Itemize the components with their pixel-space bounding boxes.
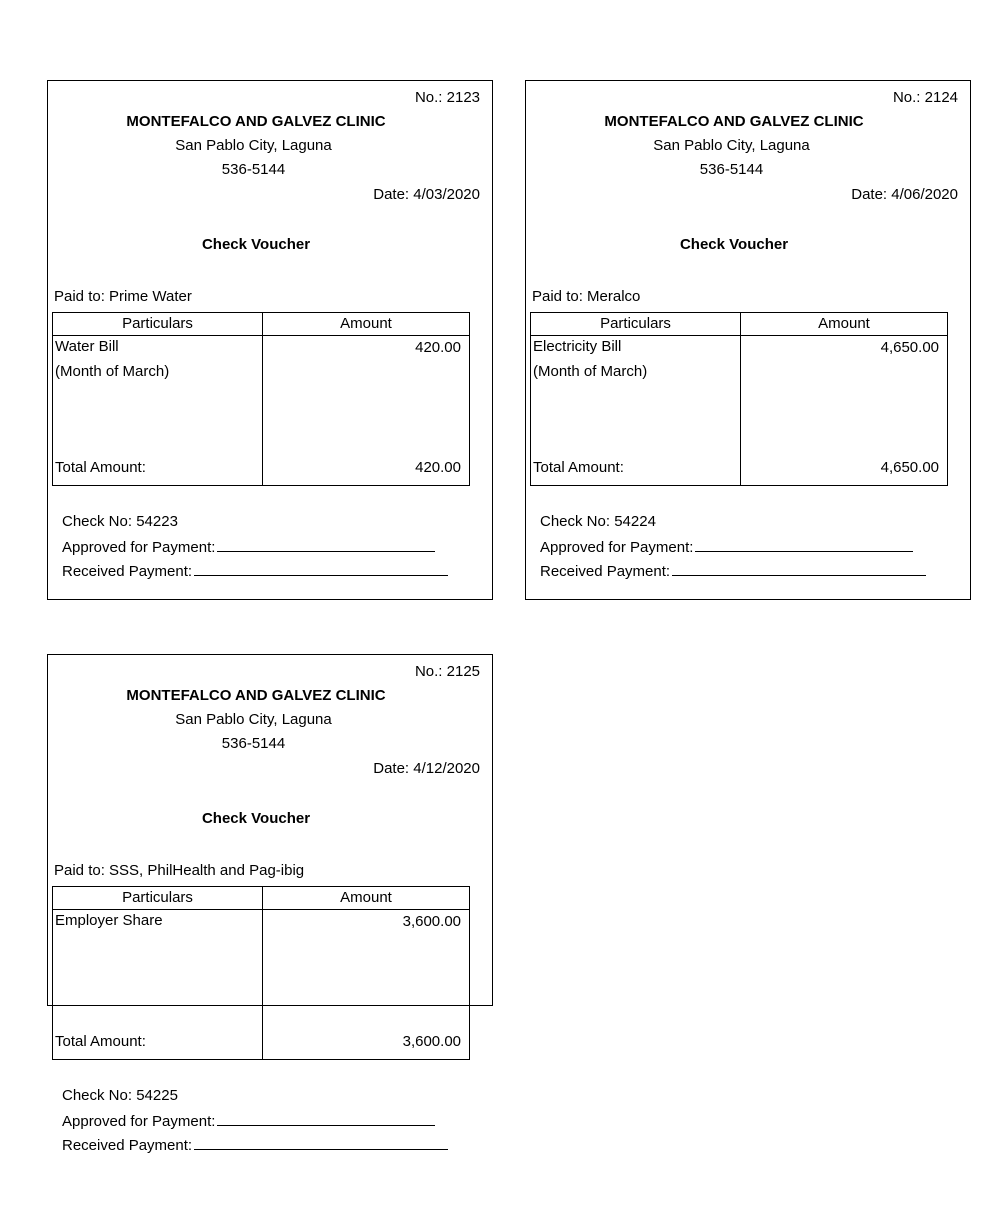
voucher-number: No.: 2125 <box>414 663 480 680</box>
voucher-date: Date: 4/12/2020 <box>373 760 480 777</box>
particular-description: Electricity Bill <box>533 338 622 355</box>
particulars-table <box>52 886 470 1060</box>
approved-signature-line <box>217 537 435 552</box>
particular-description: Water Bill <box>55 338 119 355</box>
column-divider <box>262 313 263 485</box>
total-amount-value: 4,650.00 <box>880 459 939 476</box>
particular-amount: 420.00 <box>415 339 461 356</box>
check-voucher-2124 <box>525 80 971 600</box>
voucher-title: Check Voucher <box>201 236 311 253</box>
clinic-phone: 536-5144 <box>221 735 286 752</box>
header-divider <box>53 909 469 910</box>
received-payment <box>62 1135 448 1154</box>
clinic-city: San Pablo City, Laguna <box>175 711 332 728</box>
voucher-date: Date: 4/06/2020 <box>851 186 958 203</box>
particular-description-detail: (Month of March) <box>55 363 170 380</box>
header-divider <box>531 335 947 336</box>
total-amount-value: 3,600.00 <box>402 1033 461 1050</box>
particular-description-detail: (Month of March) <box>533 363 648 380</box>
particulars-header: Particulars <box>600 315 671 332</box>
voucher-number: No.: 2124 <box>892 89 958 106</box>
header-divider <box>53 335 469 336</box>
approved-label: Approved for Payment: <box>540 539 694 556</box>
received-signature-line <box>194 1135 448 1150</box>
clinic-city: San Pablo City, Laguna <box>175 137 332 154</box>
received-label: Received Payment: <box>62 563 193 580</box>
particulars-table <box>52 312 470 486</box>
total-amount-value: 420.00 <box>415 459 461 476</box>
total-amount-label: Total Amount: <box>533 459 624 476</box>
approved-label: Approved for Payment: <box>62 539 216 556</box>
amount-header: Amount <box>818 315 870 332</box>
total-amount-label: Total Amount: <box>55 459 146 476</box>
particular-amount: 3,600.00 <box>402 913 461 930</box>
column-divider <box>740 313 741 485</box>
paid-to: Paid to: SSS, PhilHealth and Pag-ibig <box>54 862 305 879</box>
column-divider <box>262 887 263 1059</box>
paid-to: Paid to: Prime Water <box>54 288 192 305</box>
clinic-name: MONTEFALCO AND GALVEZ CLINIC <box>604 113 864 130</box>
particulars-table <box>530 312 948 486</box>
approved-for-payment <box>540 537 913 556</box>
paid-to: Paid to: Meralco <box>532 288 641 305</box>
amount-header: Amount <box>340 889 392 906</box>
check-number: Check No: 54225 <box>62 1087 178 1104</box>
check-number: Check No: 54223 <box>62 513 178 530</box>
approved-for-payment <box>62 537 435 556</box>
voucher-date: Date: 4/03/2020 <box>373 186 480 203</box>
particulars-header: Particulars <box>122 889 193 906</box>
amount-header: Amount <box>340 315 392 332</box>
received-signature-line <box>672 561 926 576</box>
received-payment <box>540 561 926 580</box>
voucher-title: Check Voucher <box>201 810 311 827</box>
clinic-name: MONTEFALCO AND GALVEZ CLINIC <box>126 687 386 704</box>
approved-label: Approved for Payment: <box>62 1113 216 1130</box>
received-label: Received Payment: <box>62 1137 193 1154</box>
total-amount-label: Total Amount: <box>55 1033 146 1050</box>
received-payment <box>62 561 448 580</box>
approved-signature-line <box>217 1111 435 1126</box>
approved-signature-line <box>695 537 913 552</box>
clinic-phone: 536-5144 <box>699 161 764 178</box>
check-number: Check No: 54224 <box>540 513 656 530</box>
particular-amount: 4,650.00 <box>880 339 939 356</box>
approved-for-payment <box>62 1111 435 1130</box>
particulars-header: Particulars <box>122 315 193 332</box>
voucher-number: No.: 2123 <box>414 89 480 106</box>
particular-description: Employer Share <box>55 912 163 929</box>
check-voucher-2125 <box>47 654 493 1154</box>
clinic-name: MONTEFALCO AND GALVEZ CLINIC <box>126 113 386 130</box>
clinic-city: San Pablo City, Laguna <box>653 137 810 154</box>
received-signature-line <box>194 561 448 576</box>
received-label: Received Payment: <box>540 563 671 580</box>
clinic-phone: 536-5144 <box>221 161 286 178</box>
voucher-title: Check Voucher <box>679 236 789 253</box>
check-voucher-2123 <box>47 80 493 600</box>
